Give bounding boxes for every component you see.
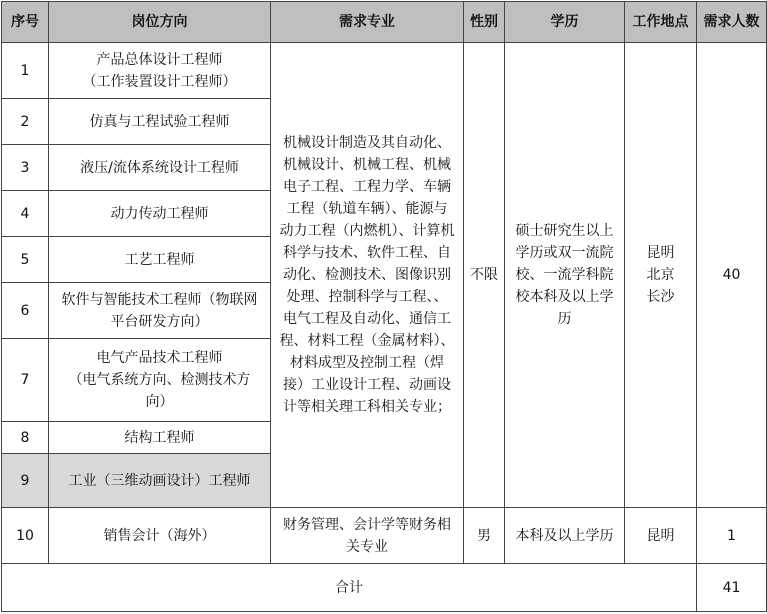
header-index: 序号: [2, 2, 49, 43]
major-line: 科学与技术、软件工程、自: [283, 245, 451, 261]
row-index: 5: [2, 237, 49, 283]
position-line: 电气产品技术工程师: [96, 350, 223, 366]
major-line: 机械设计、机械工程、机械: [283, 157, 451, 173]
job-requirements-table: [1, 1, 767, 612]
major-line: 计等相关理工科相关专业；: [283, 399, 451, 415]
position-line: 平台研发方向）: [110, 313, 209, 330]
major-line: 工程（轨道车辆）、能源与: [286, 201, 448, 217]
location-line: 昆明: [646, 245, 675, 261]
group-education: [505, 43, 625, 508]
major-line: 机械设计制造及其自动化、: [283, 135, 451, 151]
position-line: （工作装置设计工程师）: [82, 73, 237, 90]
header-location: 工作地点: [625, 2, 697, 43]
table-row: [2, 43, 767, 99]
row-index: 10: [2, 508, 49, 564]
row-index: 4: [2, 191, 49, 237]
header-count: 需求人数: [697, 2, 767, 43]
group-location: [625, 43, 697, 508]
total-row: [2, 564, 767, 612]
row-position: 仿真与工程试验工程师: [49, 99, 271, 145]
row-gender: 男: [464, 508, 505, 564]
row-position: 动力传动工程师: [49, 191, 271, 237]
row-position: [49, 43, 271, 99]
group-major: [271, 43, 464, 508]
position-line: （电气系统方向、检测技术方: [68, 372, 251, 388]
row-major: [271, 508, 464, 564]
position-line: 软件与智能技术工程师（物联网: [61, 291, 258, 308]
row-index: 7: [2, 339, 49, 422]
row-position: 工业（三维动画设计）工程师: [49, 454, 271, 508]
major-line: 动力工程（内燃机）、计算机: [279, 223, 455, 239]
total-count: 41: [697, 564, 767, 612]
header-gender: 性别: [464, 2, 505, 43]
row-position: [49, 339, 271, 422]
row-index: 2: [2, 99, 49, 145]
major-line: 材料成型及控制工程（焊: [290, 355, 444, 371]
row-location: 昆明: [625, 508, 697, 564]
header-position: 岗位方向: [49, 2, 271, 43]
major-line: 处理、控制科学与工程、、: [286, 289, 448, 305]
row-position: 液压/流体系统设计工程师: [49, 145, 271, 191]
row-education: 本科及以上学历: [505, 508, 625, 564]
major-line: 关专业: [346, 538, 388, 555]
major-line: 财务管理、会计学等财务相: [283, 516, 451, 533]
row-index: 6: [2, 283, 49, 339]
position-line: 向）: [145, 394, 174, 410]
major-line: 电气工程及自动化、通信工: [283, 311, 451, 327]
education-line: 校、一流学科院: [515, 267, 614, 283]
education-line: 学历或双一流院: [515, 245, 614, 261]
major-line: 电子工程、工程力学、车辆: [283, 179, 451, 195]
education-line: 历: [557, 311, 572, 327]
header-education: 学历: [505, 2, 625, 43]
group-gender: 不限: [464, 43, 505, 508]
education-line: 校本科及以上学: [515, 289, 614, 305]
row-count: 1: [697, 508, 767, 564]
position-line: 产品总体设计工程师: [96, 51, 223, 68]
header-major: 需求专业: [271, 2, 464, 43]
header-row: [2, 2, 767, 43]
row-position: 结构工程师: [49, 422, 271, 454]
row-index: 9: [2, 454, 49, 508]
group-count: 40: [697, 43, 767, 508]
row-position: [49, 283, 271, 339]
location-line: 北京: [646, 267, 675, 283]
row-position: 工艺工程师: [49, 237, 271, 283]
education-line: 硕士研究生以上: [515, 223, 614, 239]
location-line: 长沙: [646, 289, 675, 305]
table-row: [2, 508, 767, 564]
major-line: 接）工业设计工程、动画设: [283, 377, 451, 393]
row-index: 3: [2, 145, 49, 191]
major-line: 程、材料工程（金属材料）、: [279, 333, 455, 349]
row-index: 1: [2, 43, 49, 99]
major-line: 动化、检测技术、图像识别: [283, 267, 451, 283]
total-label: 合计: [2, 564, 697, 612]
row-index: 8: [2, 422, 49, 454]
row-position: 销售会计（海外）: [49, 508, 271, 564]
